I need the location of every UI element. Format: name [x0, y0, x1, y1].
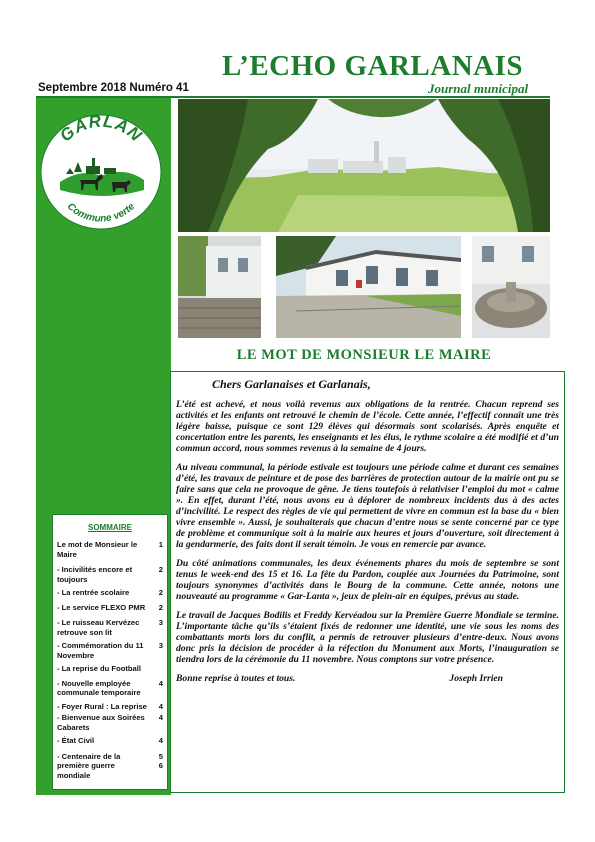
toc-item[interactable]: [57, 603, 163, 613]
school-building-photo: [178, 236, 261, 338]
village-panorama-photo: [178, 99, 550, 232]
toc-page: 3: [158, 618, 163, 627]
toc-label: - Le service FLEXO PMR: [57, 602, 146, 612]
toc-label: - Foyer Rural : La reprise: [57, 701, 147, 711]
toc-label: - La rentrée scolaire: [57, 588, 130, 597]
logo-top-text: GARLAN: [56, 111, 146, 146]
toc-item[interactable]: [57, 565, 163, 584]
letter-paragraph: Au niveau communal, la période estivale est toujours une période calme et durant ces semaines d’été, les travaux de peinture et de pose des barrières de protection autour de la mairie ont pu se faire sans que cela ne provoque de gêne. Je tiens toutefois à relativiser l’emploi du mot « calme ». En effet, durant l’été, nous avons eu à déplorer de nombreux incidents dus à des actes d’incivilité. Le respect des règles de vie qui permettent de vivre en commun est la base du « bien vivre ensemble ». Aussi, je souhaiterais que chacun d’entre nous se sente concerné par ce type de problème et communique soit à la mairie aux heures et jours d’ouverture, soit directement à la gendarmerie, des faits dont il serait témoin. Je vous en remercie par avance.: [176, 462, 559, 550]
toc-label: - Le ruisseau Kervézec retrouve son lit: [57, 618, 140, 637]
toc-page: 4: [158, 713, 163, 722]
toc-item[interactable]: [57, 618, 163, 637]
toc-item[interactable]: [57, 664, 163, 674]
newsletter-title: L’ECHO GARLANAIS: [222, 50, 524, 82]
toc-item[interactable]: [57, 588, 163, 598]
mayor-letter: [170, 371, 565, 793]
toc-page: 2: [158, 588, 163, 597]
logo-emblem: [36, 110, 166, 232]
letter-paragraph: L’été est achevé, et nous voilà revenus aux obligations de la rentrée. Chacun reprend ses activités et les enfants ont retrouvé le chemin de l’école. Cette année, l’effectif connaît une très légère baisse, puisque ce sont 129 élèves qui désormais sont scolarisés. Après enquête et concertation entre les parents, les enseignants et les élus, le rythme scolaire a été modifié et d’un commun accord, nous sommes revenus à la semaine de 4 jours.: [176, 399, 559, 454]
toc-label: - Commémoration du 11 Novembre: [57, 641, 144, 660]
fountain-photo: [472, 236, 550, 338]
table-of-contents: [52, 514, 168, 790]
toc-title: SOMMAIRE: [88, 523, 132, 532]
toc-page: 2: [158, 565, 163, 574]
letter-greeting: Chers Garlanaises et Garlanais,: [212, 377, 371, 391]
toc-item[interactable]: [57, 752, 163, 781]
toc-page: 5 6: [158, 751, 163, 770]
letter-paragraph: Du côté animations communales, les deux événements phares du mois de septembre se sont tenus le week-end des 15 et 16. La fête du Pardon, couplée aux Journées du Patrimoine, sont toujours synonymes d’activités dans le Bourg de la commune. Cette année, notons une nouveauté au programme « Gar-Lanta », jeux de plein-air en équipes, prévus au stade.: [176, 558, 559, 602]
toc-item[interactable]: [57, 679, 163, 698]
issue-date: Septembre 2018 Numéro 41: [38, 82, 189, 94]
signature: Joseph Irrien: [449, 673, 503, 684]
toc-label: - Centenaire de la première guerre mondiale: [57, 751, 121, 780]
toc-page: 4: [158, 678, 163, 688]
toc-label: - Bienvenue aux Soirées Cabarets: [57, 713, 145, 732]
toc-item[interactable]: [57, 736, 163, 746]
toc-page: [153, 664, 163, 674]
closing-text: Bonne reprise à toutes et tous.: [176, 673, 296, 684]
logo-bottom-text: Commune verte: [64, 201, 138, 225]
toc-item[interactable]: [57, 641, 163, 660]
toc-label: - Nouvelle employée communale temporaire: [57, 678, 141, 697]
newsletter-subtitle: Journal municipal: [428, 81, 529, 96]
letter-closing: [176, 673, 559, 684]
toc-page: 3: [158, 641, 163, 650]
section-heading: LE MOT DE MONSIEUR LE MAIRE: [236, 347, 492, 363]
toc-label: - La reprise du Football: [57, 664, 141, 673]
letter-paragraph: Le travail de Jacques Bodilis et Freddy Kervéadou sur la Première Guerre Mondiale se termine. L’importante tâche qu’ils s’étaient fixés de redonner une identité, une vie sous les noms des combattants morts lors du conflit, a permis de retrouver plusieurs d’entre-deux. Nous avons donc pris la décision de procéder à la réfection du Monument aux Morts, l’inauguration se tiendra lors de la cérémonie du 11 novembre. Nous comptons sur votre présence.: [176, 610, 559, 665]
toc-label: - Incivilités encore et toujours: [57, 565, 133, 584]
toc-page: 4: [158, 701, 163, 711]
toc-page: 1: [158, 540, 163, 549]
toc-item[interactable]: [57, 702, 163, 712]
toc-item[interactable]: [57, 540, 163, 559]
town-hall-photo: [276, 236, 461, 338]
toc-item[interactable]: [57, 713, 163, 732]
toc-page: 4: [158, 736, 163, 745]
toc-label: Le mot de Monsieur le Maire: [57, 540, 138, 559]
garlan-logo: [36, 110, 166, 232]
toc-label: - État Civil: [57, 736, 95, 745]
toc-page: 2: [158, 602, 163, 612]
